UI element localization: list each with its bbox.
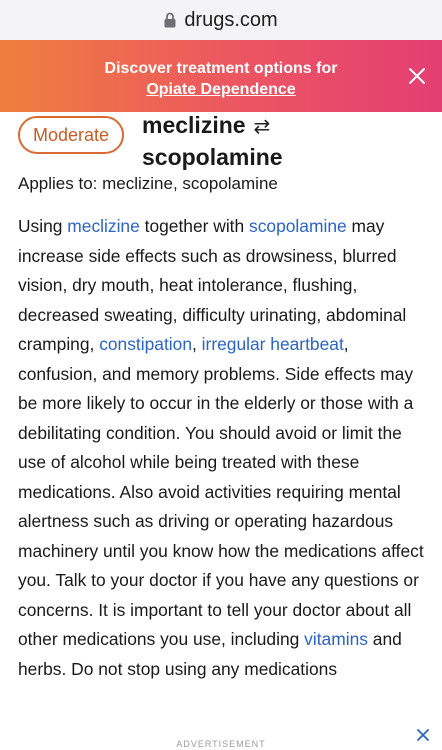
severity-badge: Moderate (18, 116, 124, 154)
text-segment: and herbs. Do not stop using any medications (18, 629, 402, 679)
banner-link[interactable]: Opiate Dependence (146, 81, 296, 98)
link-meclizine[interactable]: meclizine (67, 216, 140, 236)
applies-to: Applies to: meclizine, scopolamine (18, 174, 278, 193)
url-text: drugs.com (184, 8, 278, 31)
link-irregular-heartbeat[interactable]: irregular heartbeat (201, 334, 344, 354)
text-segment: Using (18, 216, 68, 236)
drug-a-name: meclizine (142, 112, 246, 138)
link-scopolamine[interactable]: scopolamine (249, 216, 347, 236)
close-icon[interactable] (408, 67, 426, 85)
text-segment: , (192, 334, 202, 354)
text-segment: , confusion, and memory problems. Side effects may be more likely to occur in the elderly or those with a debilitating condition. You should avoid or limit the use of alcohol while being treated with these medications. Also avoid activities requiring mental alertness such as driving or operating hazardous machinery until you know how the medications affect you. Talk to your doctor if you have any questions or concerns. It is important to tell your doctor about all other medications you use, including (18, 334, 424, 649)
lock-icon (164, 12, 176, 28)
drug-b-name: scopolamine (142, 144, 283, 170)
advertisement-label: ADVERTISEMENT (176, 739, 266, 749)
browser-url-bar[interactable] (0, 0, 442, 40)
text-segment: may increase side effects such as drowsiness, blurred vision, dry mouth, heat intolerance, flushing, decreased sweating, difficulty urinating, abdominal cramping, (18, 216, 407, 354)
promo-banner (0, 40, 442, 112)
interaction-title (142, 110, 412, 172)
link-vitamins[interactable]: vitamins (304, 629, 368, 649)
ad-close-icon[interactable] (416, 728, 430, 742)
text-segment: together with (139, 216, 250, 236)
interaction-header (18, 114, 424, 170)
interaction-description (18, 212, 424, 684)
banner-text: Discover treatment options for (104, 60, 338, 77)
swap-arrows-icon: ⇄ (253, 116, 271, 138)
link-constipation[interactable]: constipation (99, 334, 192, 354)
